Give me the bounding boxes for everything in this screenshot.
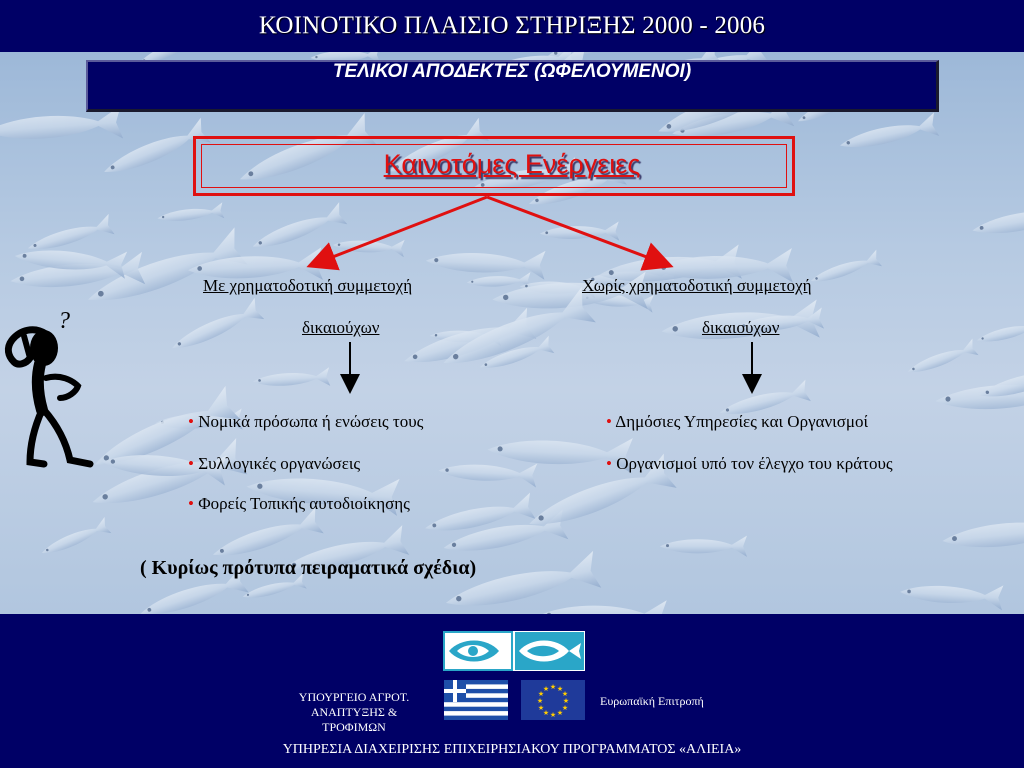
left-heading-line1: Με χρηματοδοτική συμμετοχή bbox=[203, 276, 413, 295]
left-heading-line2: δικαιούχων bbox=[302, 318, 380, 337]
ministry-line-3: ΤΡΟΦΙΜΩΝ bbox=[322, 720, 386, 734]
arrow-to-right-branch bbox=[487, 197, 668, 265]
left-item-2-text: Συλλογικές οργανώσεις bbox=[198, 454, 361, 473]
question-mark: ? bbox=[58, 308, 70, 334]
eu-commission-label: Ευρωπαϊκή Επιτροπή bbox=[600, 694, 704, 708]
svg-text:★: ★ bbox=[549, 711, 557, 719]
subtitle-text: ΤΕΛΙΚΟΙ ΑΠΟΔΕΚΤΕΣ (ΩΦΕΛΟΥΜΕΝΟΙ) bbox=[332, 61, 692, 82]
svg-text:★: ★ bbox=[556, 709, 564, 717]
svg-text:★: ★ bbox=[561, 690, 569, 698]
ministry-line-1: ΥΠΟΥΡΓΕΙΟ ΑΓΡΟΤ. bbox=[298, 690, 410, 704]
left-item-1 bbox=[188, 412, 423, 432]
slide-title: ΚΟΙΝΟΤΙΚΟ ΠΛΑΙΣΙΟ ΣΤΗΡΙΞΗΣ 2000 - 2006 bbox=[258, 12, 766, 39]
svg-text:★: ★ bbox=[556, 685, 564, 693]
left-item-1-text: Νομικά πρόσωπα ή ενώσεις τους bbox=[198, 412, 424, 431]
svg-text:★: ★ bbox=[549, 683, 557, 691]
note-text: ( Κυρίως πρότυπα πειραματικά σχέδια) bbox=[140, 557, 477, 579]
ministry-label bbox=[270, 690, 438, 735]
bullet-icon: • bbox=[188, 494, 194, 513]
svg-text:★: ★ bbox=[562, 697, 570, 705]
right-heading-line1: Χωρίς χρηματοδοτική συμμετοχή bbox=[582, 276, 812, 295]
bullet-icon: • bbox=[606, 454, 612, 473]
svg-text:★: ★ bbox=[537, 690, 545, 698]
svg-text:★: ★ bbox=[542, 709, 550, 717]
ministry-line-2: ΑΝΑΠΤΥΞΗΣ & bbox=[310, 705, 398, 719]
svg-text:★: ★ bbox=[536, 697, 544, 705]
left-item-2 bbox=[188, 454, 360, 474]
thinking-figure-icon bbox=[0, 300, 100, 475]
bullet-icon: • bbox=[606, 412, 612, 431]
greek-flag-icon bbox=[444, 680, 508, 720]
left-item-3 bbox=[188, 494, 410, 514]
svg-text:★: ★ bbox=[561, 704, 569, 712]
bullet-icon: • bbox=[188, 412, 194, 431]
root-title: Καινοτόμες Ενέργειες bbox=[383, 149, 641, 179]
right-item-2 bbox=[606, 454, 893, 474]
bullet-icon: • bbox=[188, 454, 194, 473]
right-item-1 bbox=[606, 412, 868, 432]
right-heading-line2: δικαιούχων bbox=[702, 318, 780, 337]
right-item-1-text: Δημόσιες Υπηρεσίες και Οργανισμοί bbox=[615, 412, 869, 431]
eu-flag-icon bbox=[521, 680, 585, 720]
svg-text:★: ★ bbox=[537, 704, 545, 712]
svg-text:★: ★ bbox=[542, 685, 550, 693]
left-item-3-text: Φορείς Τοπικής αυτοδιοίκησης bbox=[198, 494, 410, 513]
fish-programme-logo-icon bbox=[443, 631, 585, 671]
managing-service-label: ΥΠΗΡΕΣΙΑ ΔΙΑΧΕΙΡΙΣΗΣ ΕΠΙΧΕΙΡΗΣΙΑΚΟΥ ΠΡΟΓΡΑΜΜΑΤΟΣ «ΑΛΙΕΙΑ» bbox=[282, 742, 742, 757]
right-item-2-text: Οργανισμοί υπό τον έλεγχο του κράτους bbox=[616, 454, 893, 473]
arrow-to-left-branch bbox=[312, 197, 487, 265]
